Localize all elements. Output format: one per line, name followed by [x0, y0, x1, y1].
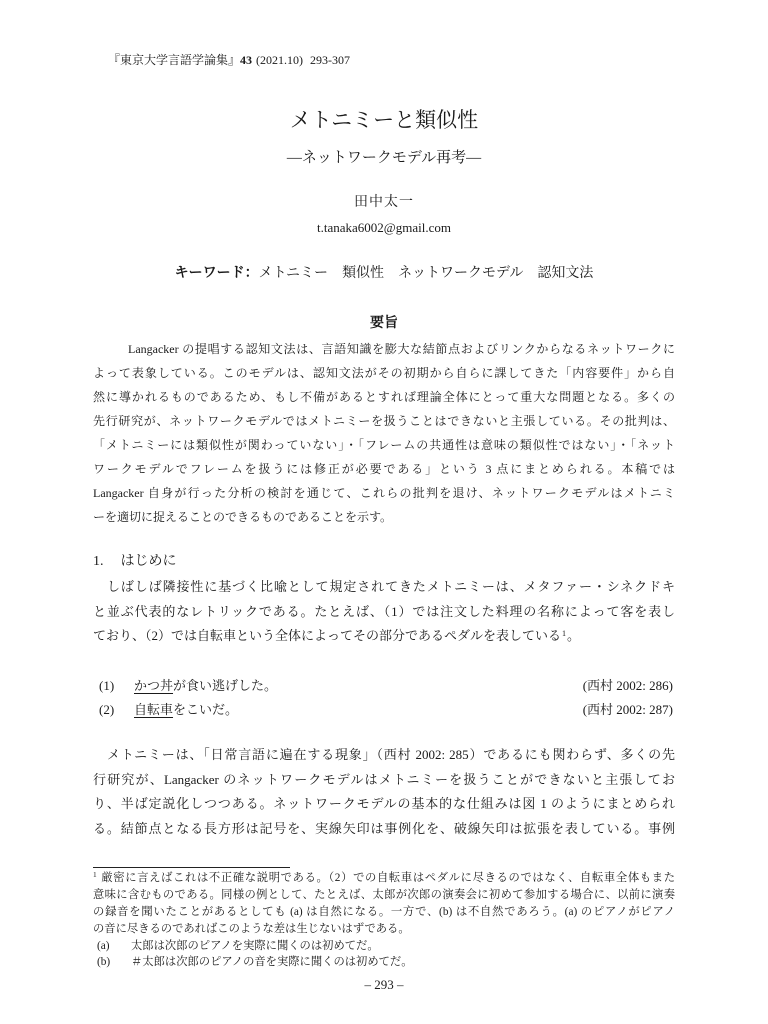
abstract-line: Langacker の提唱する認知文法は、言語知識を膨大な結節点およびリンクからなるネットワークに	[128, 342, 675, 356]
footnote-example-label: (b)	[97, 956, 111, 969]
example-rest: をこいだ。	[173, 702, 239, 717]
footnote-line: の音に尽きるのであればこのような差は生じないはずである。	[93, 922, 410, 935]
paper-subtitle: —ネットワークモデル再考—	[286, 150, 482, 166]
paragraph-line-text: ており、（2）では自転車という全体によってその部分であるペダルを表している	[93, 628, 562, 643]
keyword-item: 類似性	[342, 266, 385, 281]
footnote-reference: 1	[562, 628, 567, 638]
footnote-divider	[93, 867, 290, 868]
abstract-line: よって表象している。このモデルは、認知文法がその初期から自らに課してきた「内容要件」から自	[93, 366, 675, 380]
paragraph-line: 行研究が、Langacker のネットワークモデルはメトニミーを扱うことができないと主張してお	[93, 771, 675, 787]
abstract-line: ーを適切に捉えることのできるものであることを示す。	[93, 510, 393, 524]
section-number: 1.	[93, 554, 104, 569]
section-heading	[93, 553, 177, 571]
paragraph-line: る。結節点となる長方形は記号を、実線矢印は事例化を、破線矢印は拡張を表している。事例	[93, 821, 675, 837]
footnote-example-label: (a)	[97, 939, 110, 952]
volume-number: 43	[240, 53, 253, 67]
paragraph-line-end: 。	[567, 628, 581, 643]
page-number: – 293 –	[364, 977, 404, 992]
example-source: (西村 2002: 286)	[582, 678, 673, 693]
keyword-item: ネットワークモデル	[398, 266, 524, 281]
paragraph-line: しばしば隣接性に基づく比喩として規定されてきたメトニミーは、メタファー・シネクドキ	[107, 579, 675, 594]
example-number: (2)	[99, 702, 115, 717]
abstract-line: 然に導かれるものであるため、もし不備があるとすれば理論全体にとって重大な問題となる。多くの	[93, 390, 675, 404]
author-email: t.tanaka6002@gmail.com	[317, 220, 451, 235]
keywords-colon: ：	[244, 266, 259, 281]
abstract-heading: 要旨	[370, 316, 398, 331]
footnote-line-text: 厳密に言えばこれは不正確な説明である。（2）での自転車はペダルに尽きるのではなく、自転車全体もまた	[100, 871, 675, 884]
abstract-line: 先行研究が、ネットワークモデルではメトニミーを扱うことはできないと主張している。その批判は、	[93, 414, 675, 428]
footnote-example-text: 太郎は次郎のピアノを実際に聞くのは初めてだ。	[131, 939, 379, 952]
keyword-item: メトニミー	[258, 266, 329, 281]
example-underlined: かつ丼	[134, 678, 174, 693]
example-underlined: 自転車	[134, 702, 174, 717]
example-sentence	[93, 674, 675, 698]
abstract-line: 「メトニミーには類似性が関わっていない」・「フレームの共通性は意味の類似性ではない」・「ネット	[93, 438, 675, 452]
keyword-item: 認知文法	[537, 266, 594, 281]
body-paragraph	[93, 743, 675, 842]
abstract-line: Langacker 自身が行った分析の検討を通じて、これらの批判を退け、ネットワークモデルはメトニミ	[93, 486, 675, 500]
paragraph-line: り、半ば定説化しつつある。ネットワークモデルの基本的な仕組みは図 1 のようにまとめられ	[93, 796, 675, 812]
example-text	[134, 674, 277, 698]
keywords-line	[0, 265, 768, 283]
footnote-example	[93, 954, 675, 971]
paragraph-line	[93, 624, 675, 651]
section-title: はじめに	[120, 554, 177, 569]
paper-title: メトニミーと類似性	[289, 108, 479, 132]
journal-name: 『東京大学言語学論集』	[108, 53, 241, 67]
journal-header	[108, 52, 350, 68]
paragraph-line: メトニミーは、「日常言語に遍在する現象」（西村 2002: 285）であるにも関わらず、多くの先	[107, 747, 675, 762]
example-list	[93, 674, 675, 722]
abstract-line: ワークモデルでフレームを扱うには修正が必要である」という 3 点にまとめられる。本稿では	[93, 462, 675, 476]
example-rest: が食い逃げした。	[173, 678, 278, 693]
example-text	[134, 698, 238, 722]
footnote-example	[93, 938, 675, 955]
abstract-body	[93, 337, 675, 529]
footnote-line: 意味に含むものである。同様の例として、たとえば、太郎が次郎の演奏会に初めて参加する場合に、以前に演奏	[93, 889, 675, 902]
keywords-label: キーワード	[174, 266, 245, 281]
example-source: (西村 2002: 287)	[582, 702, 673, 717]
footnote-marker: 1	[93, 869, 97, 879]
author-name: 田中太一	[354, 195, 414, 210]
example-number: (1)	[99, 678, 115, 693]
footnote-example-text: ＃太郎は次郎のピアノの音を実際に聞くのは初めてだ。	[131, 956, 413, 969]
issue-date: (2021.10)	[256, 53, 304, 67]
page-range: 293-307	[310, 53, 351, 67]
paragraph-line: と並ぶ代表的なレトリックである。たとえば、（1）では注文した料理の名称によって客を表し	[93, 603, 675, 619]
footnote-line: の録音を聞いたことがあるとしても (a) は自然になる。一方で、(b) は不自然であろう。(a) のピアノがピアノ	[93, 906, 675, 919]
body-paragraph	[93, 575, 675, 651]
footnote-line	[93, 870, 675, 888]
example-sentence	[93, 698, 675, 722]
footnote	[93, 870, 675, 972]
